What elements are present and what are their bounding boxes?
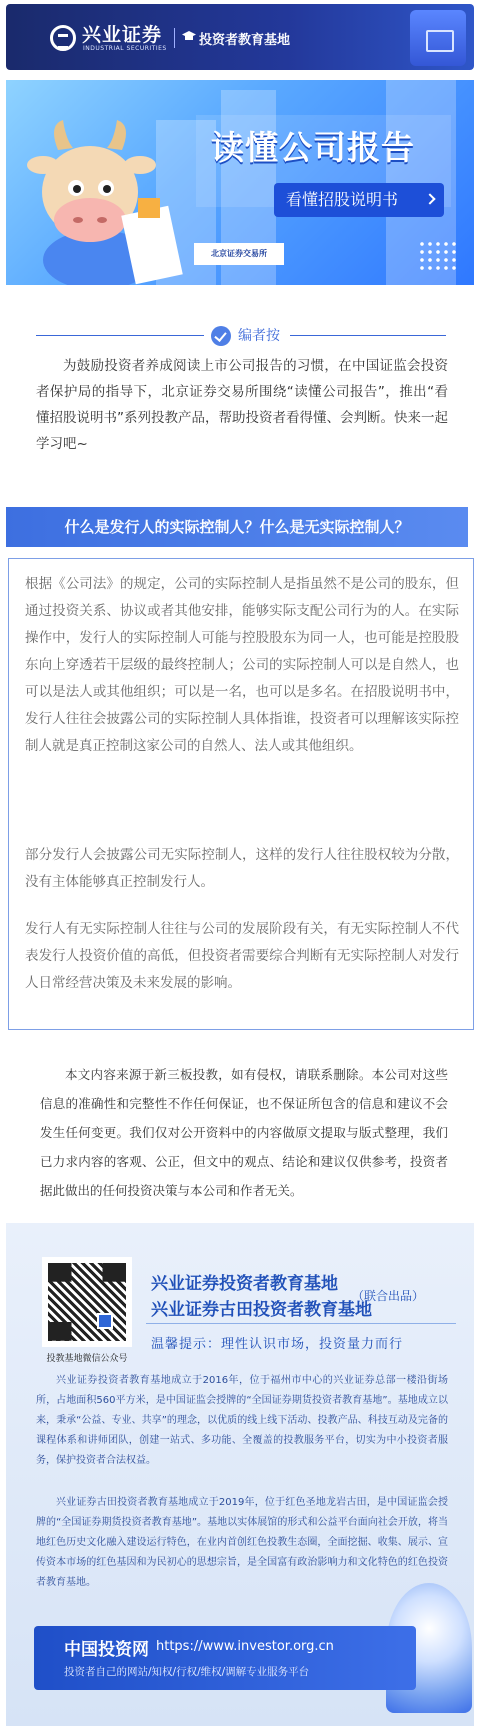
disclaimer-text: 本文内容来源于新三板投教，如有侵权，请联系删除。本公司对这些信息的准确性和完整性不作任何保证，也不保证所包含的信息和建议不会发生任何变更。我们仅对公开资料中的内容做原文提取与版式整理，我们已力求内容的客观、公正，但文中的观点、结论和建议仅供参考，投资者据此做出的任何投资决策与本公司和作者无关。 <box>40 1067 448 1198</box>
joint-production-label: （联合出品） <box>352 1289 425 1303</box>
content-paragraph-2: 部分发行人会披露公司无实际控制人，这样的发行人往往股权较为分散，没有主体能够真正控制发行人。 <box>25 847 459 890</box>
content-paragraph-1: 根据《公司法》的规定，公司的实际控制人是指虽然不是公司的股东，但通过投资关系、协议或者其他安排，能够实际支配公司行为的人。在实际操作中，发行人的实际控制人可能与控股股东为同一人，也可能是控股股东向上穿透若干层级的最终控制人；公司的实际控制人可以是自然人，也可以是法人或其他组织；可以是一名，也可以是多名。在招股说明书中，发行人往往会披露公司的实际控制人具体指谁，投资者可以理解该实际控制人就是真正控制这家公司的自然人、法人或其他组织。 <box>25 576 459 754</box>
qr-logo-icon <box>97 1313 113 1329</box>
base-intro-2: 兴业证券古田投资者教育基地成立于2019年，位于红色圣地龙岩古田，是中国证监会授牌的“全国证券期货投资者教育基地”。基地以实体展馆的形式和公益平台面向社会开放，将当地红色历史文化融入建设运行特色，在业内首创红色投教生态圈，全面挖掘、收集、展示、宣传资本市场的红色基因和为民初心的思想宗旨，是全国富有政治影响力和文化特色的红色投资者教育基地。 <box>36 1497 448 1588</box>
editor-note-title: 编者按 <box>238 328 280 344</box>
footer-divider <box>146 1323 456 1324</box>
brand-name-cn: 兴业证券 <box>82 24 163 46</box>
header-badge-icon <box>410 10 466 66</box>
brand-header <box>6 4 474 70</box>
question-heading: 什么是发行人的实际控制人？什么是无实际控制人？ <box>6 507 468 547</box>
base-name-1: 兴业证券投资者教育基地 <box>151 1274 338 1294</box>
risk-tip: 温馨提示：理性认识市场，投资量力而行 <box>151 1337 404 1352</box>
check-icon <box>211 326 231 346</box>
note-divider-left <box>36 335 204 336</box>
prospectus-button[interactable] <box>274 183 444 217</box>
base-intro-1: 兴业证券投资者教育基地成立于2016年，位于福州市中心的兴业证券总部一楼沿街场所，占地面积560平方米，是中国证监会授牌的“全国证券期货投资者教育基地”。基地成立以来，秉承“公益、专业、共享”的理念，以优质的线上线下活动、投教产品、科技互动及完备的课程体系和讲师团队，创建一站式、多功能、全覆盖的投教服务平台，切实为中小投资者服务，保护投资者合法权益。 <box>36 1375 448 1466</box>
content-box <box>8 558 474 1030</box>
education-base-name: 投资者教育基地 <box>199 33 291 48</box>
cow-mascot-icon <box>18 110 188 285</box>
content-paragraph-3: 发行人有无实际控制人往往与公司的发展阶段有关，有无实际控制人不代表发行人投资价值的高低，但投资者需要综合判断有无实际控制人对发行人日常经营决策及未来发展的影响。 <box>25 921 459 991</box>
investor-site-name: 中国投资网 <box>64 1640 149 1660</box>
qr-label: 投教基地微信公众号 <box>46 1354 128 1364</box>
base-name-2: 兴业证券古田投资者教育基地 <box>151 1300 372 1320</box>
wechat-qr-code <box>42 1257 132 1347</box>
company-logo-icon <box>50 25 76 51</box>
banner-title: 读懂公司报告 <box>211 128 415 167</box>
header-divider <box>174 28 175 48</box>
graduation-cap-icon <box>182 31 196 42</box>
investor-site-url[interactable]: https://www.investor.org.cn <box>156 1639 334 1654</box>
footer-card <box>6 1223 474 1726</box>
hero-banner <box>6 80 474 285</box>
note-divider-right <box>290 335 446 336</box>
brand-name-en: INDUSTRIAL SECURITIES <box>83 45 167 52</box>
chevron-right-icon <box>424 193 435 204</box>
prospectus-button-label: 看懂招股说明书 <box>286 190 399 209</box>
editor-note-text: 为鼓励投资者养成阅读上市公司报告的习惯，在中国证监会投资者保护局的指导下，北京证券交易所围绕“读懂公司报告”，推出“看懂招股说明书”系列投教产品，帮助投资者看得懂、会判断。快来一起学习吧~ <box>36 358 448 452</box>
dot-pattern-icon <box>418 240 458 270</box>
exchange-sign: 北京证券交易所 <box>194 243 284 265</box>
investor-site-desc: 投资者自己的网站/知权/行权/维权/调解专业服务平台 <box>64 1666 310 1678</box>
